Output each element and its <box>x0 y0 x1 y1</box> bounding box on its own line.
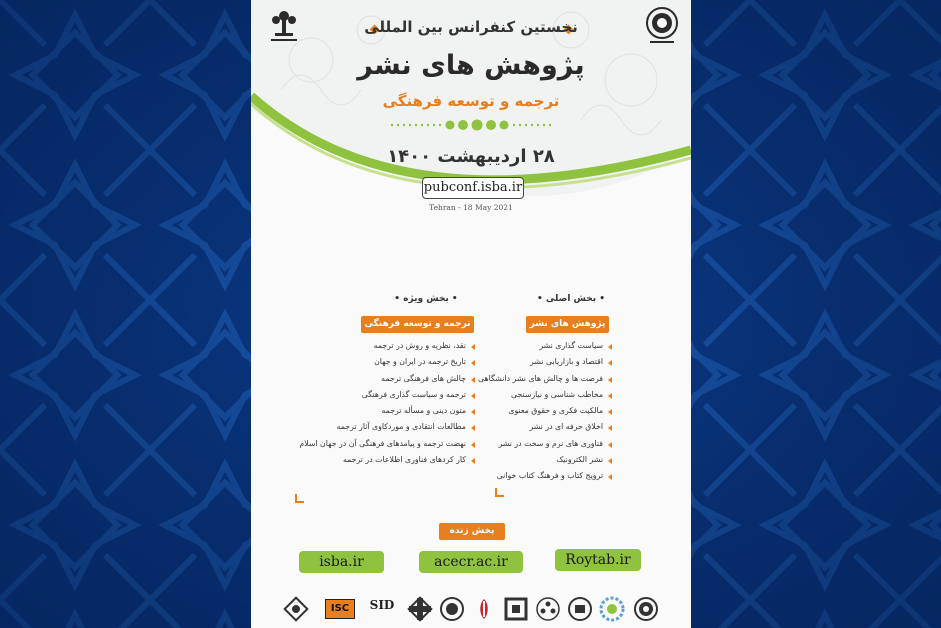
main-section-item <box>452 452 612 468</box>
sponsor-logo-5 <box>439 596 465 622</box>
main-section-item <box>452 354 612 370</box>
conference-title-line1: نخستین کنفرانس بین المللی <box>364 18 578 36</box>
conference-subtitle: ترجمه و توسعه فرهنگی <box>382 92 560 110</box>
sponsor-logo-10 <box>599 596 625 622</box>
conference-place-date: Tehran - 18 May 2021 <box>429 203 513 212</box>
site-button-roytab[interactable]: Roytab.ir <box>555 549 641 571</box>
main-section-item-text: مالکیت فکری و حقوق معنوی <box>508 406 603 416</box>
main-section-list <box>452 338 612 485</box>
bullet-arrow-icon <box>471 344 475 350</box>
sponsor-logo-9 <box>567 596 593 622</box>
special-section-item-text: تاریخ ترجمه در ایران و جهان <box>374 357 466 367</box>
bullet-arrow-icon <box>471 425 475 431</box>
corner-mark-left <box>295 494 304 503</box>
special-section-item <box>275 354 475 370</box>
bullet-arrow-icon <box>608 442 612 448</box>
main-section-tag: پژوهش های نشر <box>526 316 609 333</box>
bullet-arrow-icon <box>608 458 612 464</box>
bullet-arrow-icon <box>608 344 612 350</box>
bullet-arrow-icon <box>608 360 612 366</box>
special-section-item-text: چالش های فرهنگی ترجمه <box>381 373 466 383</box>
main-section-item-text: نشر الکترونیک <box>556 455 603 465</box>
bullet-arrow-icon <box>471 377 475 383</box>
main-section-item <box>452 403 612 419</box>
main-section-item-text: سیاست گذاری نشر <box>539 341 603 350</box>
special-section-item-text: ترجمه و سیاست گذاری فرهنگی <box>361 389 466 399</box>
bullet-arrow-icon <box>608 425 612 431</box>
main-section-item-text: مخاطب شناسی و نیازسنجی <box>510 389 603 399</box>
special-section-title: • بخش ویژه • <box>394 294 458 304</box>
sponsor-logo-4 <box>407 596 433 622</box>
bullet-arrow-icon <box>471 442 475 448</box>
special-section-item <box>275 371 475 387</box>
bullet-arrow-icon <box>471 409 475 415</box>
special-section-item <box>275 338 475 354</box>
special-section-item <box>275 452 475 468</box>
main-section-item <box>452 338 612 354</box>
special-section-item <box>275 387 475 403</box>
special-section-tag: ترجمه و توسعه فرهنگی <box>361 316 474 333</box>
conference-title-main: پژوهش های نشر <box>357 50 585 81</box>
main-section-item-text: ترویج کتاب و فرهنگ کتاب خوانی <box>496 471 603 481</box>
main-section-item-text: فرصت ها و چالش های نشر دانشگاهی <box>477 373 603 383</box>
special-section-list <box>275 338 475 468</box>
special-section-item <box>275 403 475 419</box>
bullet-arrow-icon <box>608 393 612 399</box>
conference-date: ۲۸ اردیبهشت ۱۴۰۰ <box>387 146 555 167</box>
sponsor-logo-1 <box>283 596 309 622</box>
main-section-item-text: اخلاق حرفه ای در نشر <box>529 422 603 432</box>
bullet-arrow-icon <box>471 360 475 366</box>
bullet-arrow-icon <box>608 474 612 480</box>
main-section-item <box>452 468 612 484</box>
main-section-item-text: فناوری های نرم و سخت در نشر <box>498 438 603 448</box>
bullet-arrow-icon <box>608 377 612 383</box>
special-section-item-text: نقد، نظریه و روش در ترجمه <box>373 341 466 350</box>
sponsor-logos <box>283 596 667 626</box>
main-section-item <box>452 436 612 452</box>
main-section-item-text: اقتصاد و بازاریابی نشر <box>530 357 603 367</box>
bullet-arrow-icon <box>471 393 475 399</box>
site-button-isba[interactable]: isba.ir <box>299 551 384 573</box>
sponsor-logo-7 <box>503 596 529 622</box>
sponsor-logo-8 <box>535 596 561 622</box>
live-stream-label: پخش زنده <box>439 523 505 540</box>
sid-logo: SID <box>369 598 395 612</box>
bullet-arrow-icon <box>471 458 475 464</box>
special-section-item <box>275 419 475 435</box>
sponsor-logo-6 <box>471 596 497 622</box>
special-section-item-text: کار کردهای فناوری اطلاعات در ترجمه <box>342 455 466 465</box>
corner-mark-right <box>495 488 504 497</box>
special-section-item-text: نهضت ترجمه و پیامدهای فرهنگی آن در جهان اسلام <box>299 438 466 448</box>
special-section-item <box>275 436 475 452</box>
main-section-item <box>452 419 612 435</box>
conference-website: pubconf.isba.ir <box>422 177 524 199</box>
site-button-acecr[interactable]: acecr.ac.ir <box>419 551 523 573</box>
main-section-item <box>452 387 612 403</box>
isc-logo: ISC <box>325 599 355 619</box>
conference-poster <box>251 0 691 628</box>
main-section-item <box>452 371 612 387</box>
main-section-title: • بخش اصلی • <box>536 294 606 304</box>
bullet-arrow-icon <box>608 409 612 415</box>
decorative-dots <box>389 119 554 131</box>
sponsor-logo-11 <box>633 596 659 622</box>
special-section-item-text: مطالعات انتقادی و موردکاوی آثار ترجمه <box>336 422 466 432</box>
special-section-item-text: متون دینی و مسأله ترجمه <box>381 406 466 416</box>
